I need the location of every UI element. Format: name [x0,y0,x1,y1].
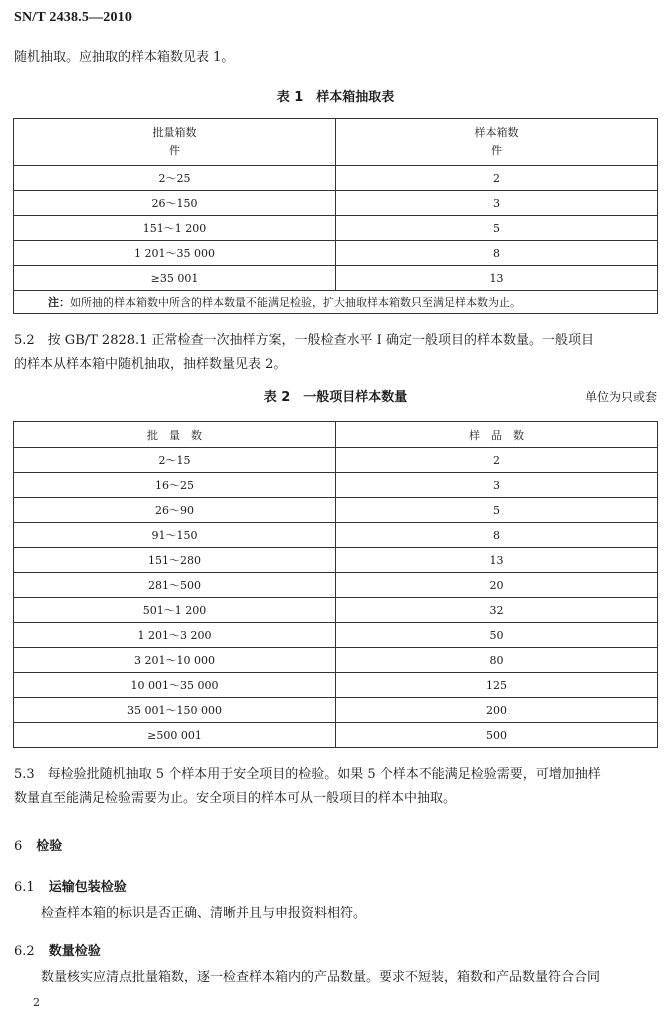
table-cell: ≥500 001 [14,723,336,748]
table-cell: 8 [336,241,658,266]
table-row [14,698,658,723]
table-cell: 151～1 200 [14,216,336,241]
table-cell: 35 001～150 000 [14,698,336,723]
table-row [14,216,658,241]
table-cell: 151～280 [14,548,336,573]
section-6-1-heading [14,876,127,895]
table1-note-row [14,291,658,314]
section-5-2-line2: 的样本从样本箱中随机抽取，抽样数量见表 2。 [14,357,287,372]
section-title: 数量检验 [48,944,101,959]
table-cell: 2 [336,166,658,191]
table-cell: 2～15 [14,448,336,473]
table1-col1-label: 批量箱数 [152,126,197,139]
table-cell: 2 [336,448,658,473]
table-row [14,166,658,191]
table-row [14,723,658,748]
table1-col2-header [336,119,658,166]
table1-caption: 表 1 样本箱抽取表 [276,90,395,105]
note-label: 注： [48,296,70,309]
table-row [14,673,658,698]
table-cell: 13 [336,266,658,291]
document-header: SN/T 2438.5—2010 [14,10,133,25]
table1-col2-unit: 件 [491,144,502,157]
table-cell: 16～25 [14,473,336,498]
table-row [14,448,658,473]
table2-unit: 单位为只或套 [584,390,657,404]
table-row [14,523,658,548]
table-cell: ≥35 001 [14,266,336,291]
section-number: 6.2 [14,944,35,959]
table-row [14,623,658,648]
table-cell: 50 [336,623,658,648]
table-cell: 8 [336,523,658,548]
table-cell: 13 [336,548,658,573]
section-6-2-heading [14,940,101,959]
section-number: 6.1 [14,880,35,895]
table-row [14,648,658,673]
table2 [13,421,658,748]
table-row [14,191,658,216]
table-cell: 3 201～10 000 [14,648,336,673]
table-row [14,473,658,498]
table-row [14,241,658,266]
table-cell: 5 [336,498,658,523]
table-row [14,266,658,291]
page-number: 2 [33,996,40,1009]
section-6-2-body: 数量核实应清点批量箱数，逐一检查样本箱内的产品数量。要求不短装，箱数和产品数量符合合同 [41,970,601,985]
note-text: 如所抽的样本箱数中所含的样本数量不能满足检验，扩大抽取样本箱数只至满足样本数为止。 [70,296,521,309]
table-row [14,598,658,623]
table-cell: 500 [336,723,658,748]
table1-col2-label: 样本箱数 [474,126,519,139]
table1-note [14,291,658,314]
section-5-3-line2: 数量直至能满足检验需要为止。安全项目的样本可从一般项目的样本中抽取。 [14,791,457,806]
section-5-3-line1: 5.3 每检验批随机抽取 5 个样本用于安全项目的检验。如果 5 个样本不能满足检验需要，可增加抽样 [14,767,601,782]
table-cell: 5 [336,216,658,241]
table-cell: 20 [336,573,658,598]
table-cell: 281～500 [14,573,336,598]
table-cell: 3 [336,191,658,216]
table-cell: 125 [336,673,658,698]
section-title: 运输包装检验 [48,880,127,895]
table-cell: 80 [336,648,658,673]
section-6-1-body: 检查样本箱的标识是否正确、清晰并且与申报资料相符。 [41,906,367,921]
table-cell: 1 201～35 000 [14,241,336,266]
table1-col1-unit: 件 [169,144,180,157]
section-title: 检验 [36,839,63,854]
table-cell: 3 [336,473,658,498]
table-cell: 26～150 [14,191,336,216]
table2-col2-header: 样 品 数 [336,422,658,448]
table-cell: 200 [336,698,658,723]
table-cell: 2～25 [14,166,336,191]
table-row [14,548,658,573]
section-5-2-line1: 5.2 按 GB/T 2828.1 正常检查一次抽样方案，一般检查水平 Ⅰ 确定一般项目的样本数量。一般项目 [14,333,594,348]
table1-col1-header [14,119,336,166]
section-6-heading [14,835,62,854]
table2-header-row [14,422,658,448]
table-cell: 501～1 200 [14,598,336,623]
table-cell: 32 [336,598,658,623]
table-cell: 1 201～3 200 [14,623,336,648]
table-row [14,498,658,523]
table-cell: 91～150 [14,523,336,548]
table-row [14,573,658,598]
intro-paragraph: 随机抽取。应抽取的样本箱数见表 1。 [14,50,235,65]
table1 [13,118,658,314]
table2-col1-header: 批 量 数 [14,422,336,448]
table1-header-row [14,119,658,166]
table-cell: 26～90 [14,498,336,523]
table-cell: 10 001～35 000 [14,673,336,698]
table2-caption: 表 2 一般项目样本数量 [263,390,408,405]
section-number: 6 [14,839,23,854]
